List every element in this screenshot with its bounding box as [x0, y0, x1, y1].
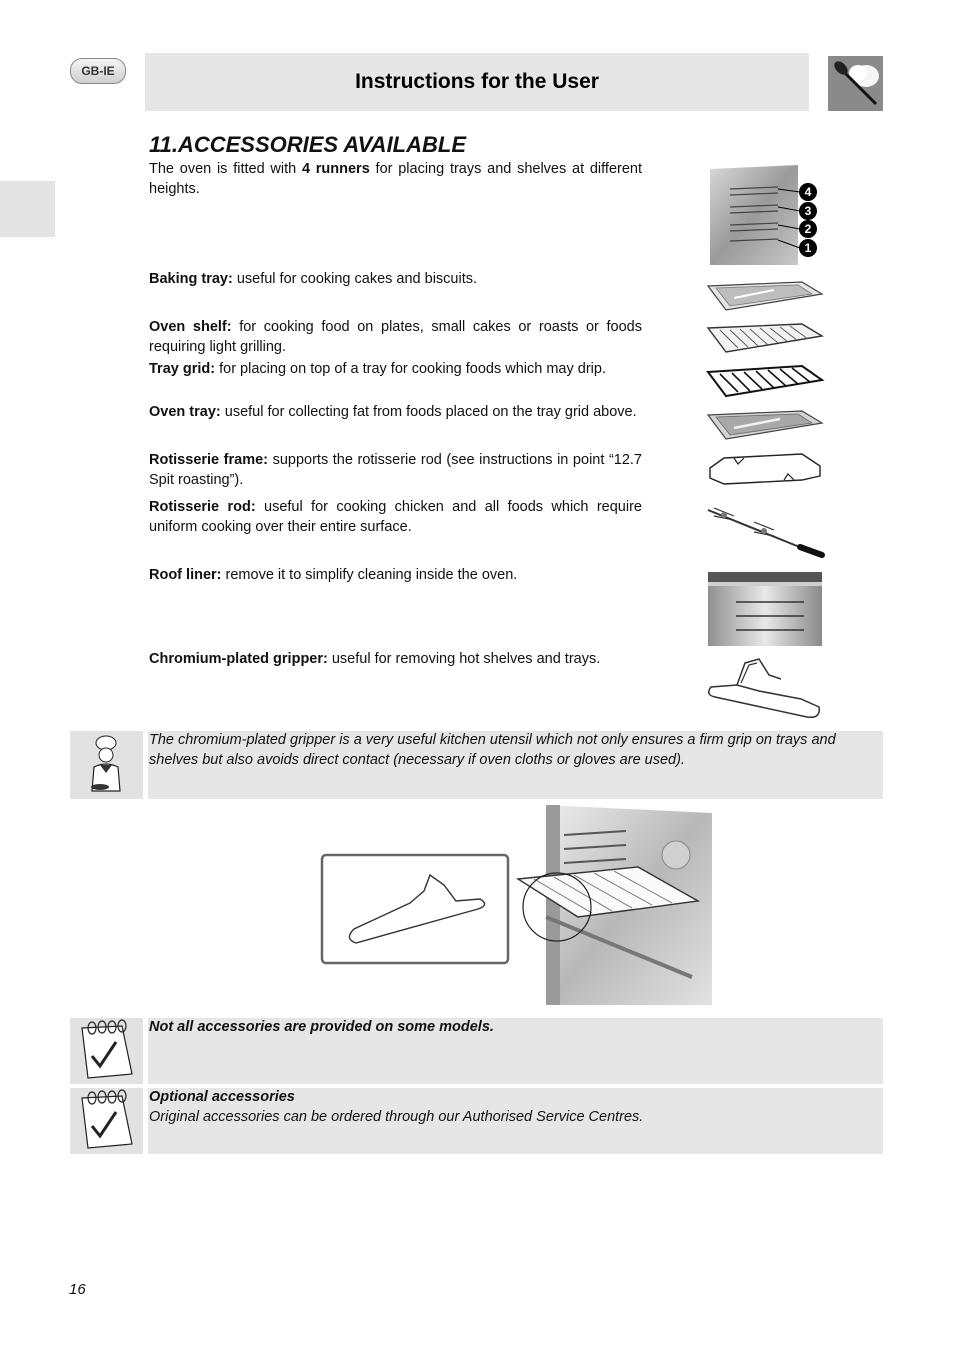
chef-note-icon-box — [70, 731, 143, 799]
page-header-title: Instructions for the User — [355, 70, 599, 93]
optional-note-text: Original accessories can be ordered through our Authorised Service Centres. — [149, 1108, 644, 1125]
language-badge: GB-IE — [70, 58, 126, 84]
accessory-desc: useful for collecting fat from foods placed on the tray grid above. — [220, 404, 637, 420]
gripper-icon — [697, 655, 832, 723]
models-note-text: Not all accessories are provided on some models. — [149, 1019, 494, 1035]
oven-tray-icon — [704, 405, 826, 445]
page-number: 16 — [69, 1281, 86, 1298]
accessory-desc: useful for cooking chicken and all foods which require uniform cooking over their entire surface. — [149, 499, 642, 535]
intro-text-1: The oven is fitted with — [149, 161, 302, 177]
intro-bold: 4 runners — [301, 161, 370, 177]
accessory-name: Oven tray: — [149, 404, 221, 420]
notepad-check-icon — [70, 1018, 143, 1084]
chef-note-text: The chromium-plated gripper is a very useful kitchen utensil which not only ensures a firm grip on trays and shelves but also avoids direct contact (necessary if oven cloths or gloves are used). — [149, 732, 836, 768]
header-bar — [145, 53, 809, 111]
accessory-desc: remove it to simplify cleaning inside the oven. — [221, 567, 518, 583]
accessory-name: Rotisserie rod: — [149, 499, 256, 515]
runner-label-1: 1 — [799, 239, 817, 257]
runner-label-4: 4 — [799, 183, 817, 201]
gripper-usage-figure — [320, 805, 712, 1005]
accessory-name: Oven shelf: — [149, 319, 232, 335]
section-title: 11.ACCESSORIES AVAILABLE — [149, 132, 467, 157]
chef-spoon-icon — [828, 56, 883, 111]
chef-icon — [70, 731, 143, 799]
rotisserie-frame-icon — [704, 450, 826, 490]
roof-liner-icon — [706, 572, 824, 646]
models-note — [148, 1018, 883, 1084]
accessory-item — [149, 498, 642, 537]
accessory-item — [149, 360, 642, 380]
accessory-desc: useful for removing hot shelves and trays. — [327, 651, 601, 667]
accessory-item — [149, 650, 642, 670]
optional-note — [148, 1088, 883, 1154]
accessory-item — [149, 318, 642, 357]
rotisserie-rod-icon — [704, 500, 826, 560]
intro-paragraph — [149, 160, 642, 199]
accessory-item — [149, 566, 642, 586]
accessory-name: Rotisserie frame: — [149, 452, 269, 468]
runner-label-2: 2 — [799, 220, 817, 238]
optional-note-icon-box — [70, 1088, 143, 1154]
accessory-desc: supports the rotisserie rod (see instructions in point “12.7 Spit roasting”). — [149, 452, 642, 488]
baking-tray-icon — [704, 276, 826, 316]
accessory-name: Chromium-plated gripper: — [149, 651, 328, 667]
accessory-item — [149, 451, 642, 490]
accessory-desc: for placing on top of a tray for cooking foods which may drip. — [215, 361, 606, 377]
tray-grid-icon — [704, 362, 826, 402]
accessory-item — [149, 270, 642, 290]
accessory-name: Baking tray: — [149, 271, 233, 287]
oven-shelf-icon — [704, 320, 826, 360]
runner-label-3: 3 — [799, 202, 817, 220]
accessory-item — [149, 403, 642, 423]
accessory-name: Roof liner: — [149, 567, 222, 583]
intro-text-2: for placing trays and shelves at different heights. — [149, 161, 643, 197]
accessory-desc: for cooking food on plates, small cakes or roasts or foods requiring light grilling. — [149, 319, 642, 355]
side-tab — [0, 181, 55, 237]
accessory-desc: useful for cooking cakes and biscuits. — [232, 271, 478, 287]
notepad-check-icon — [70, 1088, 143, 1154]
chef-note — [148, 731, 883, 799]
optional-note-title: Optional accessories — [149, 1089, 295, 1105]
models-note-icon-box — [70, 1018, 143, 1084]
accessory-name: Tray grid: — [149, 361, 216, 377]
